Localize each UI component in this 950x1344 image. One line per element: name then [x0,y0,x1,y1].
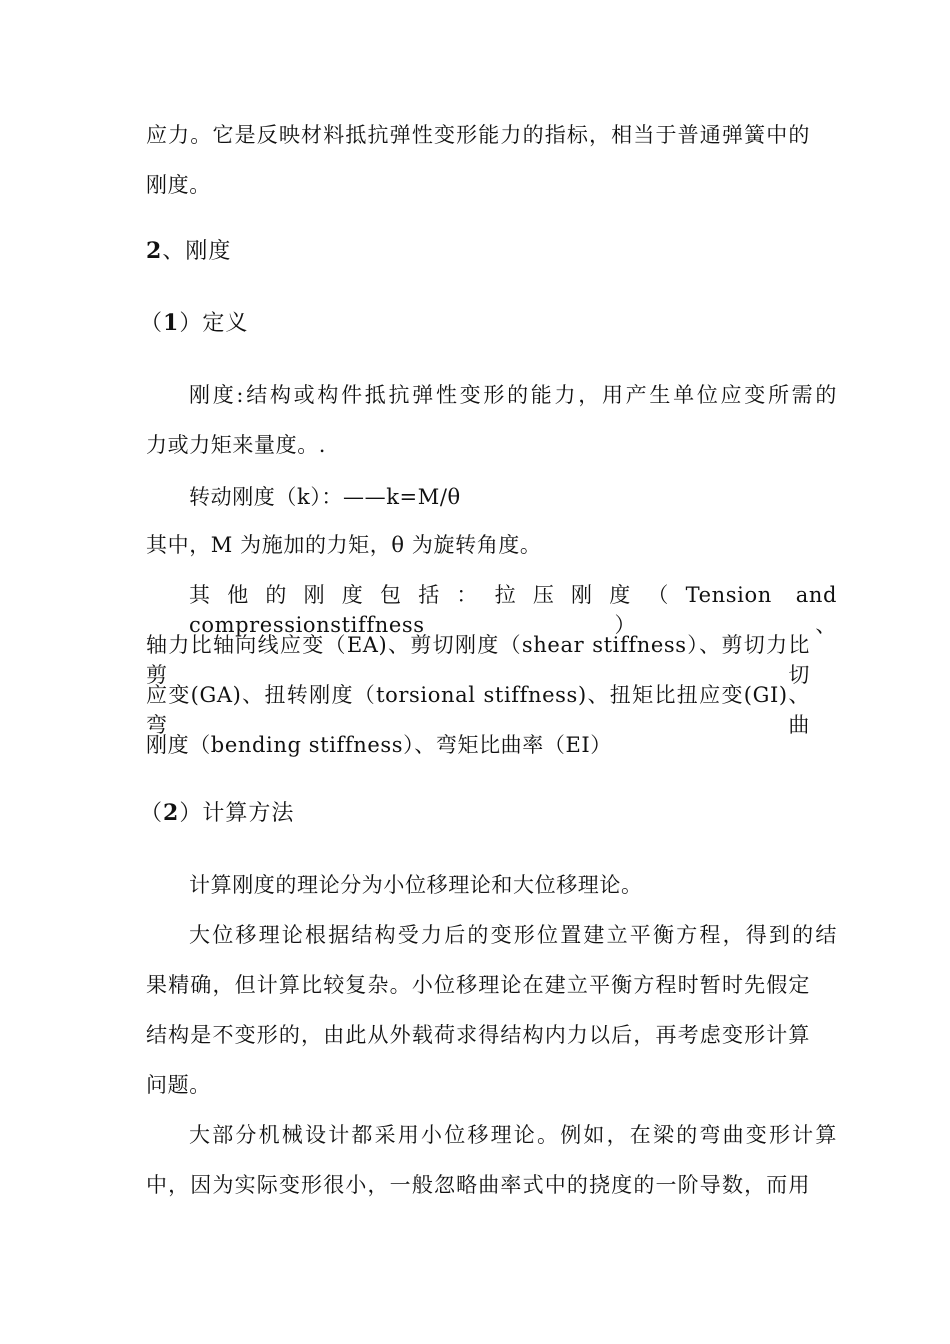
heading-number: 1 [163,310,180,336]
paragraph-line: 刚度:结构或构件抵抗弹性变形的能力，用产生单位应变所需的 [189,383,837,407]
paragraph-line: 力或力矩来量度。. [146,433,327,457]
paragraph-line: 问题。 [146,1073,211,1097]
paragraph-line: 中，因为实际变形很小，一般忽略曲率式中的挠度的一阶导数，而用 [146,1173,810,1197]
paragraph-line: 其他的刚度包括：拉压刚度（Tension and compressionstiffness）、 [189,583,837,637]
heading-text: ）定义 [179,311,249,336]
paragraph-line: 大位移理论根据结构受力后的变形位置建立平衡方程，得到的结 [189,923,837,947]
heading-text: ）计算方法 [179,801,295,826]
paragraph-line: 刚度（bending stiffness）、弯矩比曲率（EI） [146,733,612,757]
paragraph-line: 其中，M 为施加的力矩，θ 为旋转角度。 [146,533,542,557]
heading-paren-open: （ [140,801,164,826]
formula-line: 转动刚度（k）：——k=M/θ [189,485,461,509]
heading-number: 2 [163,800,180,826]
heading-text: 、刚度 [162,239,232,264]
paragraph-line: 果精确，但计算比较复杂。小位移理论在建立平衡方程时暂时先假定 [146,973,810,997]
paragraph-line: 结构是不变形的，由此从外载荷求得结构内力以后，再考虑变形计算 [146,1023,810,1047]
paragraph-line: 刚度。 [146,173,211,197]
subsection-heading-calculation [140,798,294,829]
section-heading-stiffness [146,236,231,267]
paragraph-line: 轴力比轴向线应变（EA)、剪切刚度（shear stiffness）、剪切力比剪切 [146,633,810,687]
subsection-heading-definition [140,308,248,339]
paragraph-line: 应力。它是反映材料抵抗弹性变形能力的指标，相当于普通弹簧中的 [146,123,810,147]
heading-paren-open: （ [140,311,164,336]
paragraph-line: 大部分机械设计都采用小位移理论。例如，在梁的弯曲变形计算 [189,1123,837,1147]
paragraph-line: 应变(GA)、扭转刚度（torsional stiffness)、扭矩比扭应变(GI)、弯曲 [146,683,810,737]
paragraph-line: 计算刚度的理论分为小位移理论和大位移理论。 [189,873,643,897]
heading-number: 2 [146,238,163,264]
